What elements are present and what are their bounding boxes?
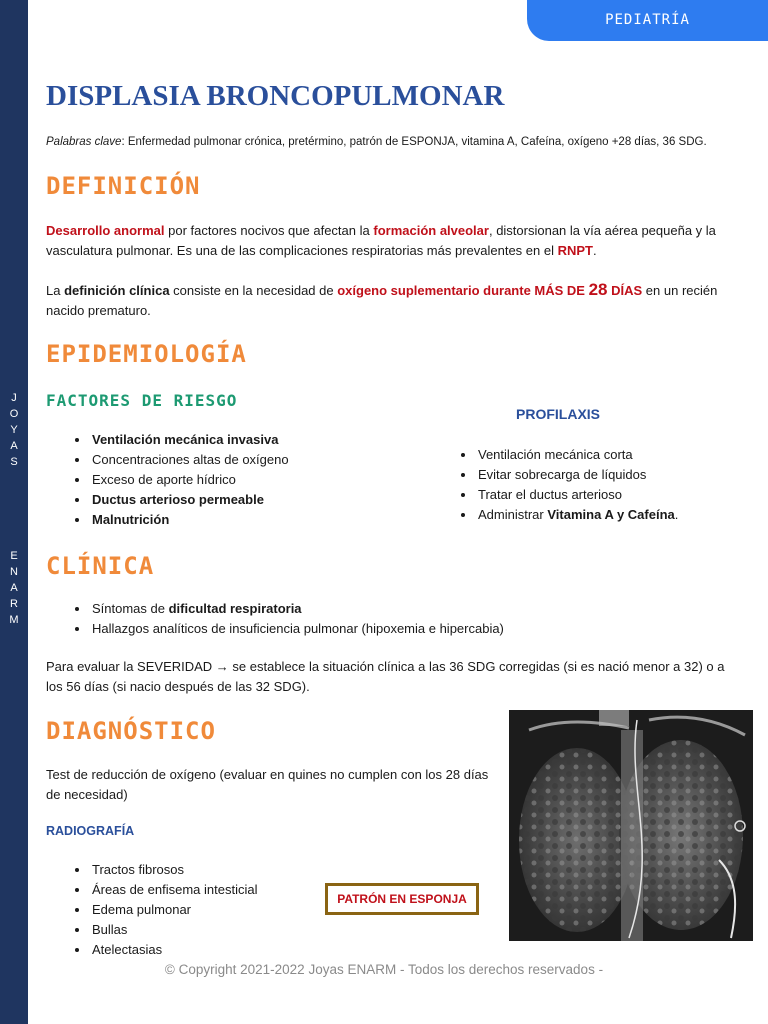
text-red-large: 28: [588, 280, 608, 299]
text-red: RNPT: [557, 243, 593, 258]
heading-radiografia: RADIOGRAFÍA: [46, 824, 135, 838]
sidebar-word-enarm: [0, 548, 28, 628]
xray-illustration: [509, 710, 753, 941]
left-sidebar-bar: [0, 0, 28, 1024]
list-item: [476, 505, 678, 525]
text-red: formación alveolar: [373, 223, 489, 238]
category-tag: PEDIATRÍA: [527, 0, 768, 41]
text: consiste en la necesidad de: [169, 283, 338, 298]
risk-factors-list: [46, 430, 289, 530]
sidebar-letter: A: [10, 440, 18, 452]
severity-paragraph: [46, 657, 736, 697]
definicion-paragraph-2: [46, 280, 736, 321]
list-item: • Ventilación mecánica invasiva: [90, 430, 289, 450]
text: La: [46, 283, 65, 298]
text-red: Desarrollo anormal: [46, 223, 165, 238]
text: Administrar: [478, 507, 548, 522]
sidebar-letter: O: [9, 408, 19, 420]
sidebar-letter: M: [9, 614, 19, 626]
keywords-text: : Enfermedad pulmonar crónica, pretérmino, patrón de ESPONJA, vitamina A, Cafeína, oxígeno +28 días, 36 SDG.: [121, 136, 707, 148]
footer-copyright: © Copyright 2021-2022 Joyas ENARM - Todos los derechos reservados -: [164, 962, 604, 977]
list-item: • Ventilación mecánica corta: [476, 445, 678, 465]
text: Síntomas de: [92, 601, 169, 616]
keywords-label: Palabras clave: [46, 136, 122, 148]
list-item: • Hallazgos analíticos de insuficiencia pulmonar (hipoxemia e hipercabia): [90, 619, 504, 639]
text: en un recién nacido prematuro.: [46, 283, 718, 318]
heading-factores-riesgo: FACTORES DE RIESGO: [46, 391, 238, 410]
list-item: • Exceso de aporte hídrico: [90, 470, 289, 490]
list-item: • Atelectasias: [90, 940, 257, 960]
list-item: [90, 599, 504, 619]
sidebar-letter: N: [10, 566, 18, 578]
list-item: • Bullas: [90, 920, 257, 940]
sidebar-letter: S: [10, 456, 18, 468]
list-item: • Áreas de enfisema intesticial: [90, 880, 257, 900]
list-item: • Tratar el ductus arterioso: [476, 485, 678, 505]
keywords-line: [46, 136, 707, 148]
sidebar-letter: R: [10, 598, 18, 610]
chest-xray-image: [509, 710, 753, 941]
list-item: • Concentraciones altas de oxígeno: [90, 450, 289, 470]
heading-diagnostico: DIAGNÓSTICO: [46, 717, 216, 745]
definicion-paragraph-1: [46, 221, 736, 261]
heading-epidemiologia: EPIDEMIOLOGÍA: [46, 340, 247, 368]
text: .: [593, 243, 597, 258]
sidebar-letter: J: [11, 392, 17, 404]
text-red: oxígeno suplementario durante MÁS DE: [337, 283, 589, 298]
heading-definicion: DEFINICIÓN: [46, 172, 201, 200]
clinical-list: [46, 599, 504, 639]
heading-profilaxis: PROFILAXIS: [516, 406, 601, 422]
text: se establece la situación clínica a las 36 SDG corregidas (si es nació menor a 32) o a los 56 días (si nacio después de las 32 SDG).: [46, 659, 725, 694]
heading-clinica: CLÍNICA: [46, 552, 155, 580]
sidebar-letter: Y: [10, 424, 18, 436]
list-item: • Ductus arterioso permeable: [90, 490, 289, 510]
sidebar-word-joyas: [0, 390, 28, 470]
sidebar-letter: A: [10, 582, 18, 594]
arrow-right-icon: →: [215, 659, 229, 674]
list-item: • Edema pulmonar: [90, 900, 257, 920]
text: .: [674, 507, 679, 522]
sidebar-letter: E: [10, 550, 18, 562]
diagnostico-paragraph: Test de reducción de oxígeno (evaluar en quines no cumplen con los 28 días de necesidad): [46, 767, 489, 802]
text: Para evaluar la SEVERIDAD: [46, 659, 216, 674]
text-bold: Vitamina A y Cafeína: [547, 507, 675, 522]
text-bold: definición clínica: [64, 283, 170, 298]
text: , distorsionan la vía aérea pequeña y la vasculatura pulmonar. Es una de las complicaciones respiratorias más prevalentes en el: [46, 223, 716, 258]
sponge-pattern-badge: PATRÓN EN ESPONJA: [325, 883, 479, 915]
prophylaxis-list: [432, 445, 678, 525]
text: por factores nocivos que afectan la: [164, 223, 374, 238]
radiography-list: [46, 860, 257, 960]
list-item: • Evitar sobrecarga de líquidos: [476, 465, 678, 485]
text-red: DÍAS: [607, 283, 643, 298]
text-bold: dificultad respiratoria: [168, 601, 302, 616]
page-title: DISPLASIA BRONCOPULMONAR: [46, 80, 505, 112]
list-item: • Malnutrición: [90, 510, 289, 530]
list-item: • Tractos fibrosos: [90, 860, 257, 880]
